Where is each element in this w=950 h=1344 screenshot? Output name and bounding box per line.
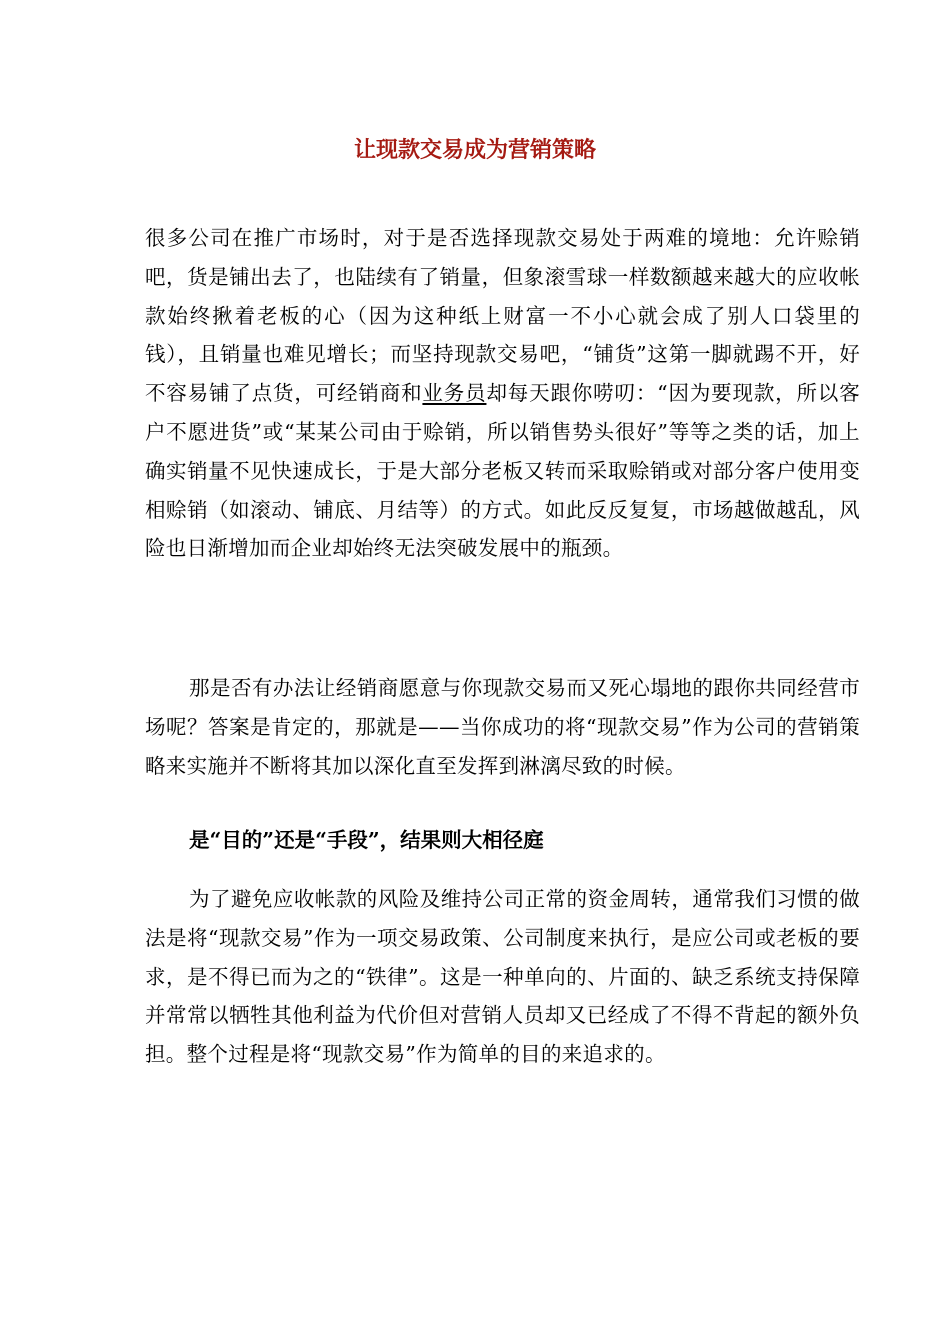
section-heading: 是“目的”还是“手段”，结果则大相径庭 <box>189 828 544 852</box>
salesperson-link[interactable]: 业务员 <box>422 381 487 406</box>
paragraph-1-text-a: 很多公司在推广市场时，对于是否选择现款交易处于两难的境地：允许赊销吧，货是铺出去了，也陆续有了销量，但象滚雪球一样数额越来越大的应收帐款始终揪着老板的心（因为这种纸上财富一不小心就会成了别人口袋里的钱），且销量也难见增长；而坚持现款交易吧，“铺货”这第一脚就踢不开，好不容易铺了点货，可经销商和 <box>145 226 860 406</box>
paragraph-1-text-b: 却每天跟你唠叨：“因为要现款，所以客户不愿进货”或“某某公司由于赊销，所以销售势头很好”等等之类的话，加上确实销量不见快速成长，于是大部分老板又转而采取赊销或对部分客户使用变相赊销（如滚动、铺底、月结等）的方式。如此反反复复，市场越做越乱，风险也日渐增加而企业却始终无法突破发展中的瓶颈。 <box>145 381 861 561</box>
document-title: 让现款交易成为营销策略 <box>353 137 596 163</box>
paragraph-1 <box>145 219 860 568</box>
paragraph-3: 为了避免应收帐款的风险及维持公司正常的资金周转，通常我们习惯的做法是将“现款交易”作为一项交易政策、公司制度来执行，是应公司或老板的要求，是不得已而为之的“铁律”。这是一种单向的、片面的、缺乏系统支持保障并常常以牺牲其他利益为代价但对营销人员却又已经成了不得不背起的额外负担。整个过程是将“现款交易”作为简单的目的来追求的。 <box>145 887 860 1067</box>
paragraph-2: 那是否有办法让经销商愿意与你现款交易而又死心塌地的跟你共同经营市场呢？答案是肯定的，那就是——当你成功的将“现款交易”作为公司的营销策略来实施并不断将其加以深化直至发挥到淋漓尽致的时候。 <box>145 676 860 778</box>
